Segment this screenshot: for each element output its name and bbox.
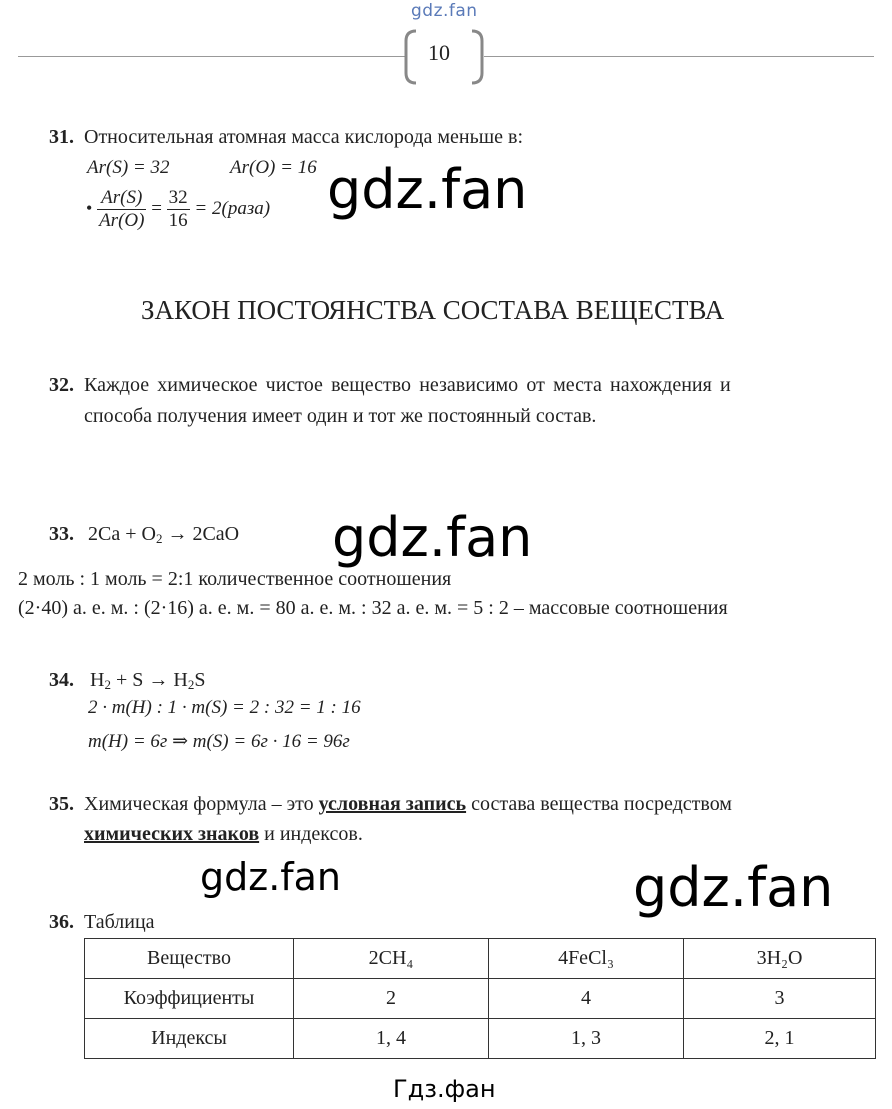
formula-31: • $\frac{Ar(S)}{Ar(O)}$ = $\frac{32}{16}$ = 2(раза): [86, 187, 271, 231]
problem-35-line1: Химическая формула – это условная запись состава вещества посредством: [84, 793, 732, 815]
problem-34-number: 34.: [49, 669, 74, 691]
watermark-top: gdz.fan: [411, 1, 478, 21]
watermark-3: gdz.fan: [200, 855, 342, 899]
problem-33-number: 33.: [49, 523, 74, 545]
watermark-1: gdz.fan: [327, 158, 528, 221]
table-cell: 4FeCl₃: [489, 939, 684, 979]
table-cell: 2CH₄: [294, 939, 489, 979]
header-rule-right: [484, 56, 874, 57]
term-chemical-signs: химических знаков: [84, 823, 260, 845]
problem-36-label: Таблица: [84, 911, 155, 933]
header-rule-left: [18, 56, 406, 57]
watermark-2: gdz.fan: [332, 506, 533, 569]
table-cell: 2: [294, 979, 489, 1019]
reaction-34: $H_2 + S \to H_2S$: [90, 669, 206, 692]
section-title: ЗАКОН ПОСТОЯНСТВА СОСТАВА ВЕЩЕСТВА: [141, 295, 725, 325]
problem-31-text: Относительная атомная масса кислорода меньше в:: [84, 126, 524, 148]
bullet: •: [86, 197, 93, 218]
problem-34-line1: 2 · m(H) : 1 · m(S) = 2 : 32 = 1 : 16: [88, 697, 361, 718]
table-cell: Индексы: [85, 1019, 294, 1059]
table-cell: 4: [489, 979, 684, 1019]
problem-31-number: 31.: [49, 126, 74, 148]
term-conditional-record: условная запись: [318, 793, 467, 815]
watermark-bottom: Гдз.фан: [393, 1075, 496, 1103]
fraction-ar: $\frac{Ar(S)}{Ar(O)}$: [99, 187, 145, 231]
table-row: [85, 939, 876, 979]
reaction-33: $2Ca + O_2 \to 2CaO$: [88, 523, 240, 546]
table-row: [85, 979, 876, 1019]
result-31: = 2(раза): [194, 197, 271, 219]
page-number: 10: [428, 40, 450, 65]
fraction-numbers: $\frac{32}{16}$: [168, 187, 188, 231]
problem-32-line1: Каждое химическое чистое вещество независимо от места нахождения и: [84, 374, 731, 396]
problem-34-line2: m(H) = 6г ⇒ m(S) = 6г · 16 = 96г: [88, 731, 350, 752]
table-cell: 3H₂O: [684, 939, 876, 979]
table-row: [85, 1019, 876, 1059]
problem-33-line2: (2·40) а. е. м. : (2·16) а. е. м. = 80 а. е. м. : 32 а. е. м. = 5 : 2 – массовые соотношения: [18, 597, 728, 619]
problem-35-line2: химических знаков и индексов.: [84, 823, 363, 845]
problem-33-line1: 2 моль : 1 моль = 2:1 количественное соотношения: [18, 568, 452, 590]
problem-35-number: 35.: [49, 793, 74, 815]
problem-32-line2: способа получения имеет один и тот же постоянный состав.: [84, 405, 597, 427]
problem-36-number: 36.: [49, 911, 74, 933]
ar-oxygen: Ar(O) = 16: [230, 157, 317, 178]
watermark-4: gdz.fan: [633, 856, 834, 919]
composition-table: [84, 938, 876, 1059]
table-cell: Коэффициенты: [85, 979, 294, 1019]
table-cell: Вещество: [85, 939, 294, 979]
table-cell: 1, 3: [489, 1019, 684, 1059]
table-cell: 3: [684, 979, 876, 1019]
table-cell: 1, 4: [294, 1019, 489, 1059]
ar-sulfur: Ar(S) = 32: [87, 157, 170, 178]
table-cell: 2, 1: [684, 1019, 876, 1059]
problem-32-number: 32.: [49, 374, 74, 396]
